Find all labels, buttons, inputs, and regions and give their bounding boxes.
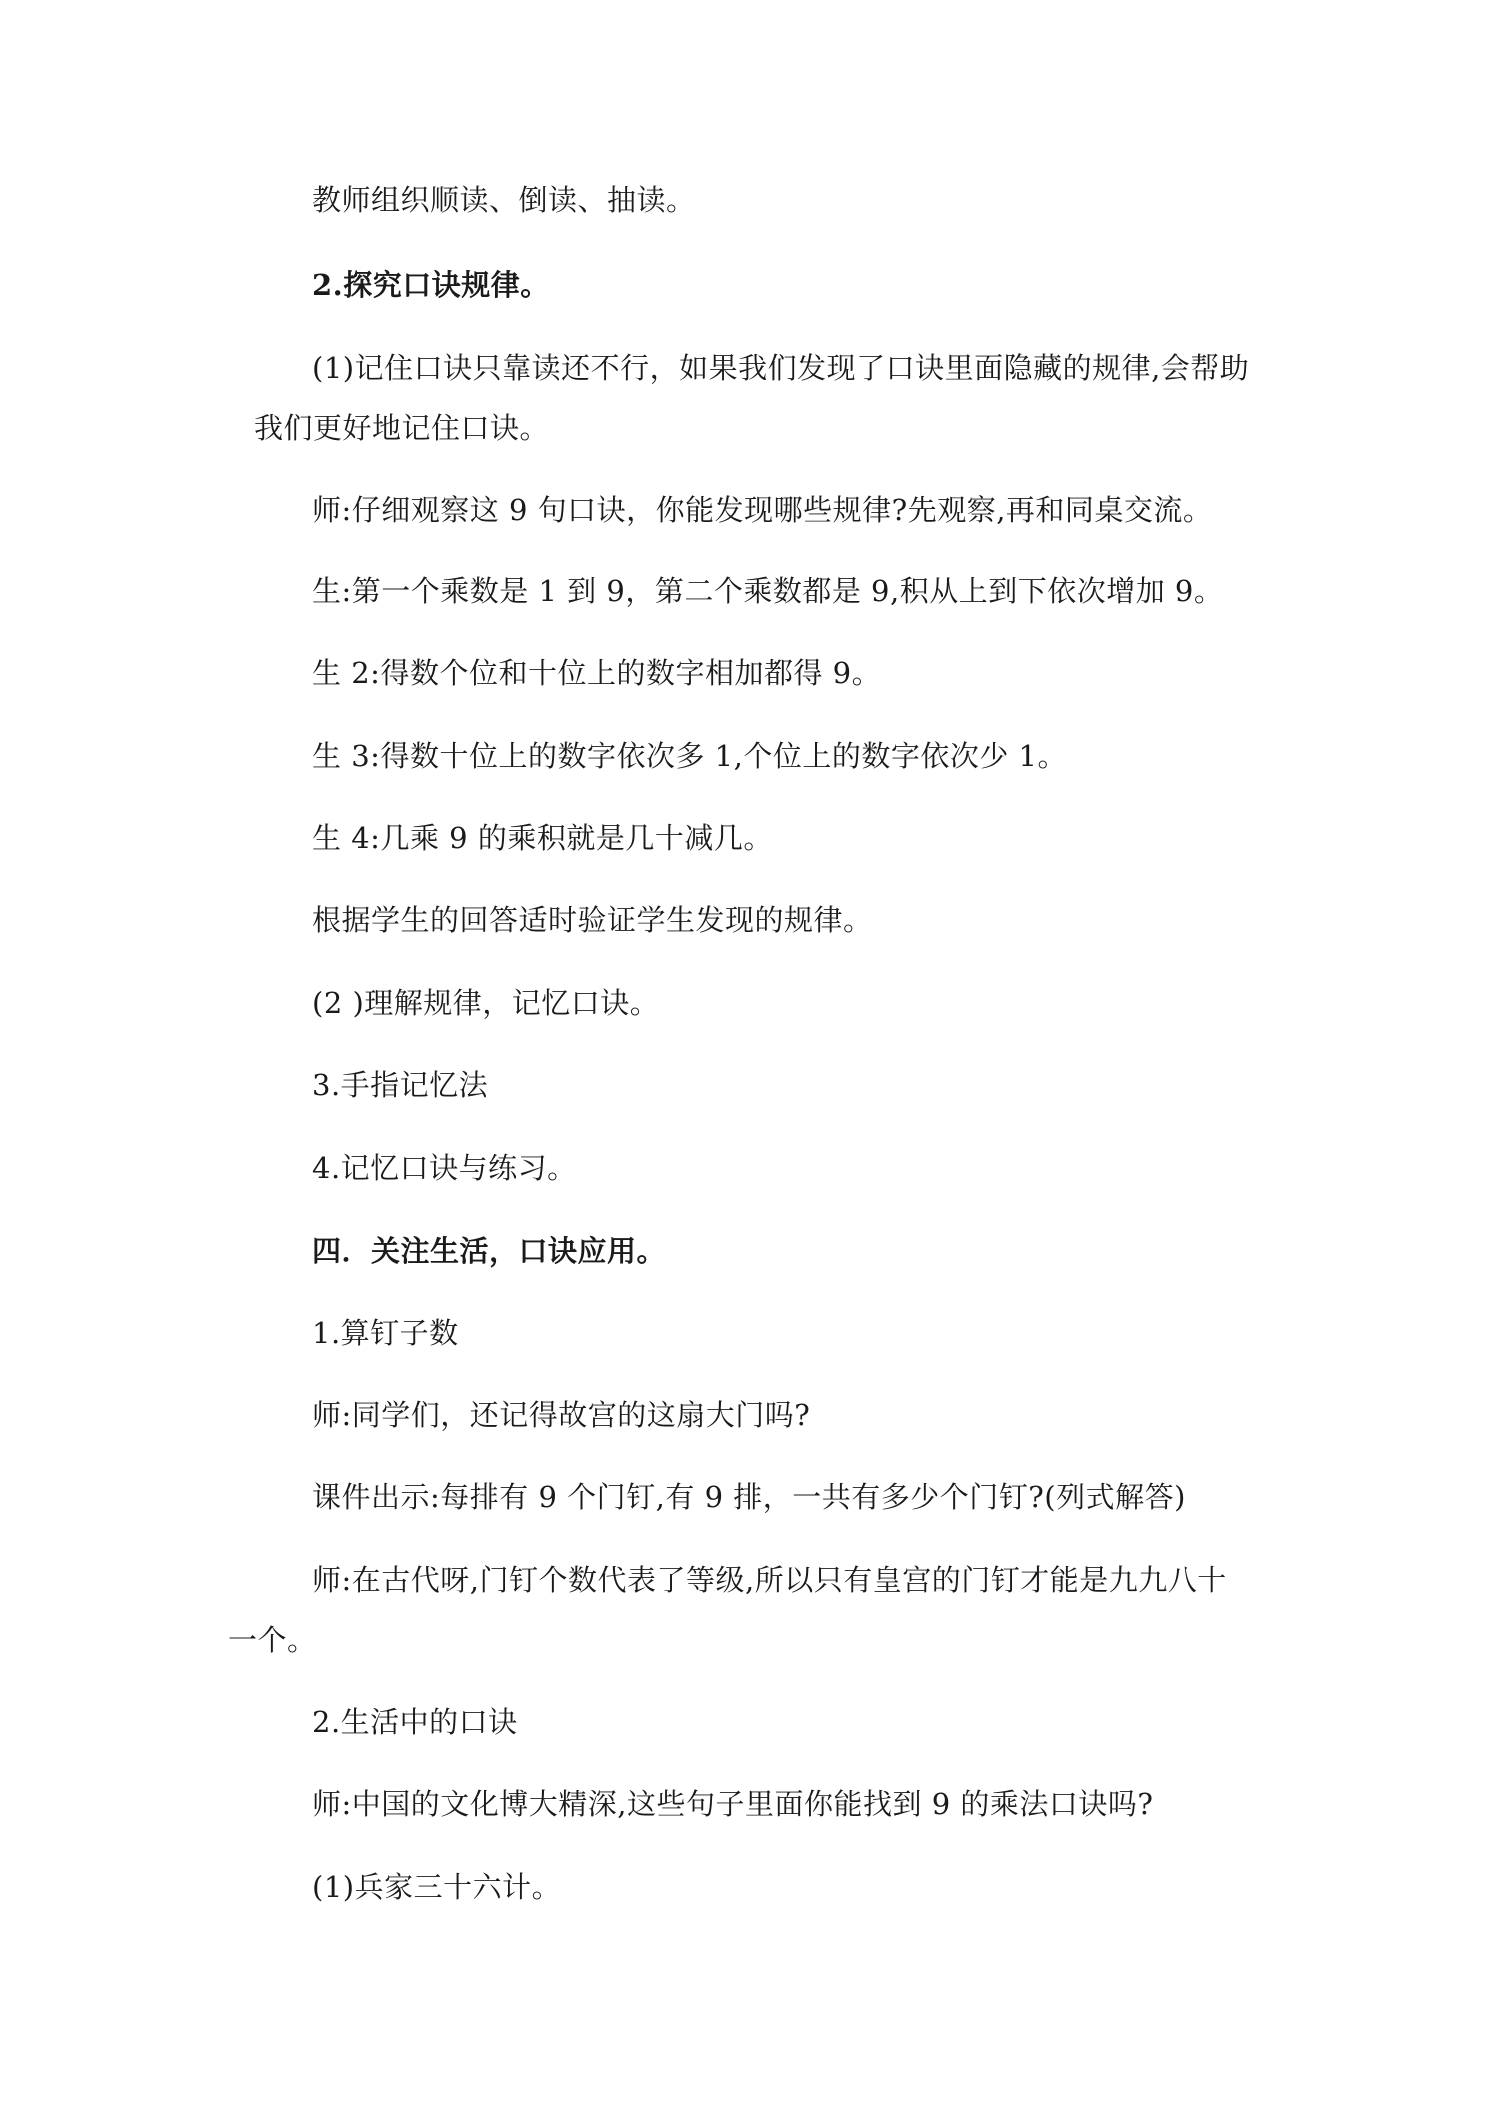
paragraph-teacher-observe: 师:仔细观察这 9 句口诀，你能发现哪些规律?先观察,再和同桌交流。: [312, 493, 1213, 527]
paragraph-verify: 根据学生的回答适时验证学生发现的规律。: [312, 903, 873, 937]
heading-explore-rules: 2.探究口诀规律。: [312, 268, 550, 302]
paragraph-read-order: 教师组织顺读、倒读、抽读。: [312, 183, 696, 217]
paragraph-courseware: 课件出示:每排有 9 个门钉,有 9 排，一共有多少个门钉?(列式解答): [312, 1480, 1186, 1514]
paragraph-memory-practice: 4.记忆口诀与练习。: [312, 1151, 577, 1185]
paragraph-student-1: 生:第一个乘数是 1 到 9，第二个乘数都是 9,积从上到下依次增加 9。: [312, 574, 1224, 608]
paragraph-student-4: 生 4:几乘 9 的乘积就是几十减几。: [312, 821, 773, 855]
paragraph-36-strategies: (1)兵家三十六计。: [312, 1870, 562, 1904]
paragraph-student-3: 生 3:得数十位上的数字依次多 1,个位上的数字依次少 1。: [312, 739, 1067, 773]
paragraph-teacher-culture: 师:中国的文化博大精深,这些句子里面你能找到 9 的乘法口诀吗?: [312, 1787, 1154, 1821]
paragraph-teacher-ancient-cont: 一个。: [228, 1623, 317, 1657]
paragraph-teacher-door: 师:同学们，还记得故宫的这扇大门吗?: [312, 1398, 811, 1432]
paragraph-teacher-ancient: 师:在古代呀,门钉个数代表了等级,所以只有皇宫的门钉才能是九九八十: [312, 1563, 1227, 1597]
heading-life-application: 四．关注生活，口诀应用。: [312, 1234, 667, 1268]
paragraph-count-nails: 1.算钉子数: [312, 1316, 459, 1350]
paragraph-student-2: 生 2:得数个位和十位上的数字相加都得 9。: [312, 656, 882, 690]
paragraph-life-rhyme: 2.生活中的口诀: [312, 1705, 518, 1739]
paragraph-understand: (2 )理解规律，记忆口诀。: [312, 986, 660, 1020]
paragraph-rule-intro-cont: 我们更好地记住口诀。: [254, 411, 550, 445]
paragraph-rule-intro: (1)记住口诀只靠读还不行，如果我们发现了口诀里面隐藏的规律,会帮助: [312, 351, 1250, 385]
paragraph-finger-method: 3.手指记忆法: [312, 1068, 489, 1102]
